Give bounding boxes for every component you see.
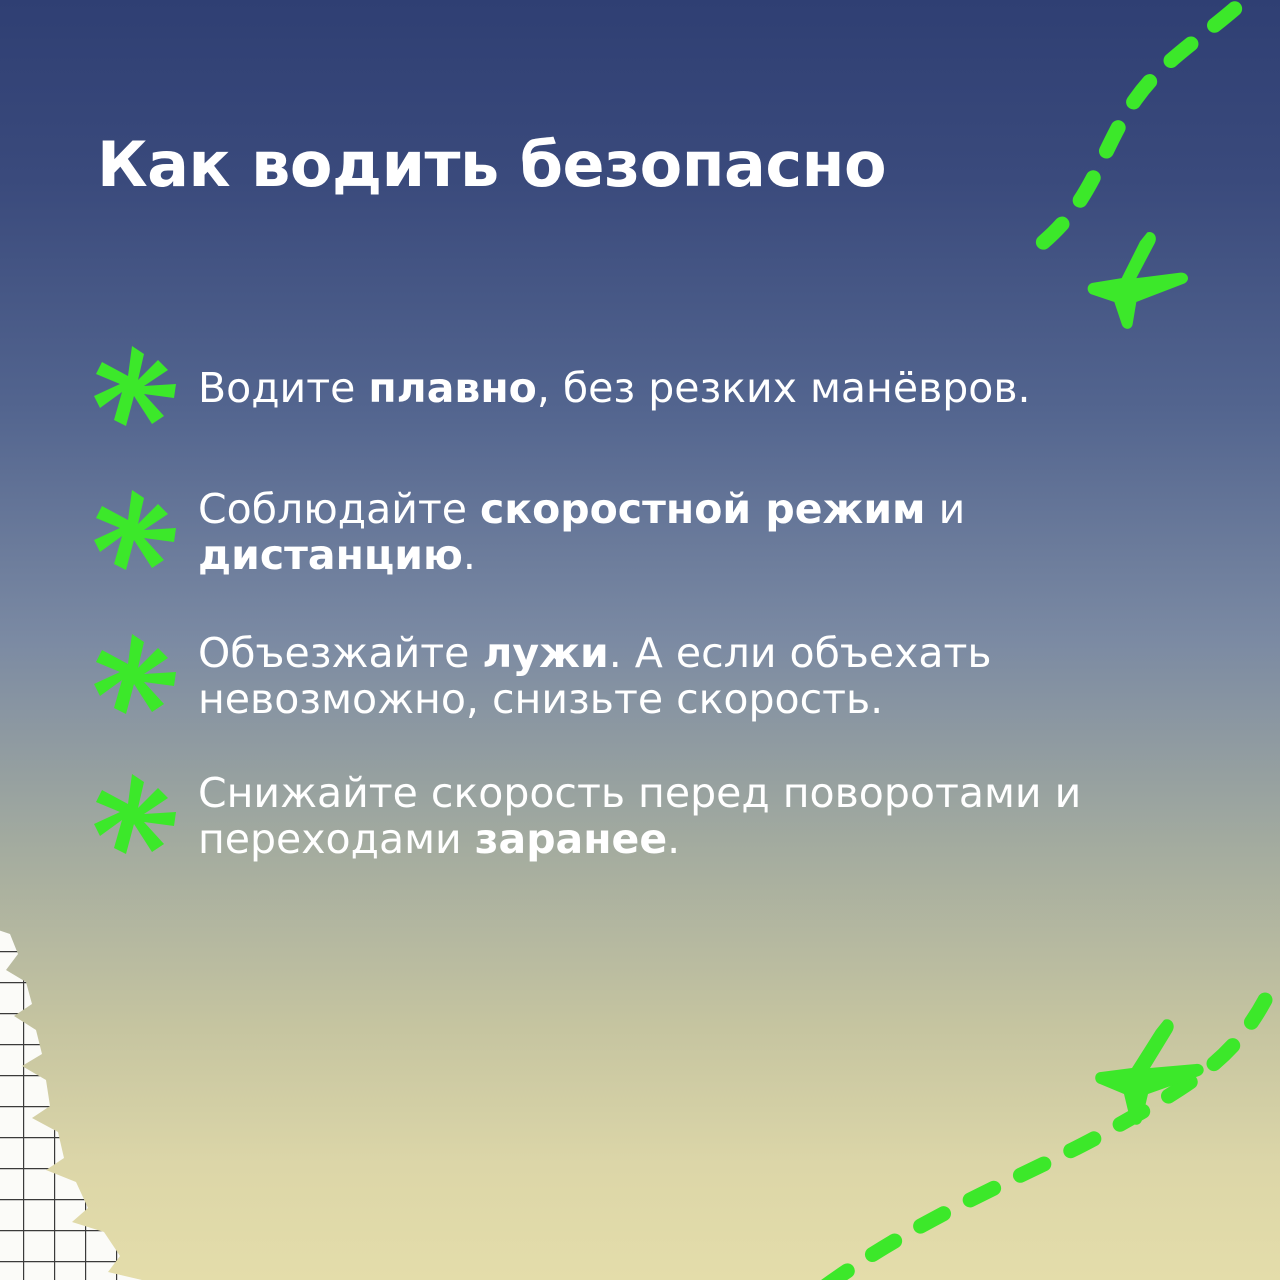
asterisk-bullet-icon <box>88 768 184 864</box>
asterisk-bullet-icon <box>88 340 184 436</box>
tips-list <box>88 340 1210 900</box>
list-item <box>88 340 1210 436</box>
list-item <box>88 484 1210 580</box>
list-item-text: Водите плавно, без резких манёвров. <box>198 363 1031 412</box>
dashed-route-line-bottom-icon <box>760 970 1280 1280</box>
list-item-text: Снижайте скорость перед поворотами и переходами заранее. <box>198 768 1082 863</box>
plane-icon-bottom <box>1090 1010 1210 1130</box>
dashed-route-line-top-icon <box>920 0 1280 350</box>
grid-paper-corner-icon <box>0 920 207 1280</box>
list-item-text: Соблюдайте скоростной режим и дистанцию. <box>198 484 966 579</box>
list-item <box>88 628 1210 724</box>
plane-icon-top <box>1085 225 1195 335</box>
list-item-text: Объезжайте лужи. А если объехать невозможно, снизьте скорость. <box>198 628 992 723</box>
page-title: Как водить безопасно <box>97 127 887 201</box>
asterisk-bullet-icon <box>88 484 184 580</box>
list-item <box>88 768 1210 864</box>
asterisk-bullet-icon <box>88 628 184 724</box>
